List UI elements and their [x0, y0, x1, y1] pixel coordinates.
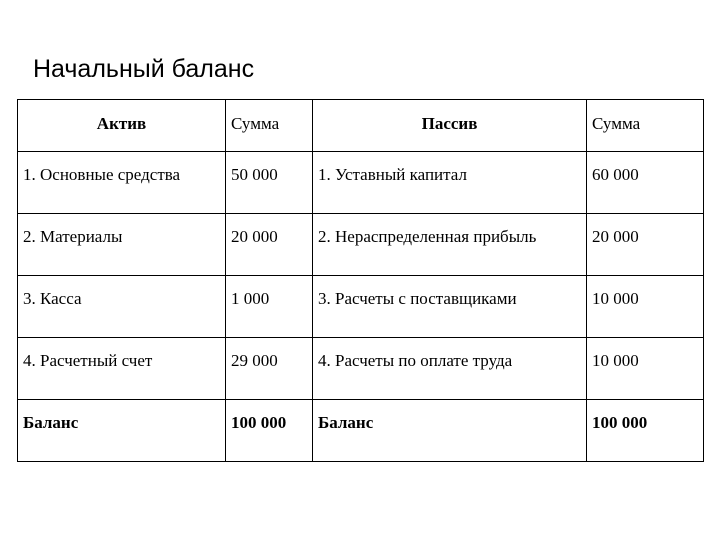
asset-sum-cell: 20 000 — [226, 214, 313, 276]
liability-cell: 1. Уставный капитал — [313, 152, 587, 214]
asset-cell: 1. Основные средства — [18, 152, 226, 214]
header-liabilities-sum: Сумма — [587, 100, 704, 152]
table-row — [18, 338, 704, 400]
table-row — [18, 214, 704, 276]
table-total-row — [18, 400, 704, 462]
table-row — [18, 152, 704, 214]
asset-sum-cell: 29 000 — [226, 338, 313, 400]
liability-sum-cell: 10 000 — [587, 338, 704, 400]
header-liabilities: Пассив — [313, 100, 587, 152]
total-liability-sum: 100 000 — [587, 400, 704, 462]
table-row — [18, 276, 704, 338]
page-title: Начальный баланс — [33, 55, 255, 83]
liability-sum-cell: 10 000 — [587, 276, 704, 338]
liability-cell: 2. Нераспределенная прибыль — [313, 214, 587, 276]
asset-sum-cell: 1 000 — [226, 276, 313, 338]
liability-cell: 3. Расчеты с поставщиками — [313, 276, 587, 338]
header-assets-sum: Сумма — [226, 100, 313, 152]
total-asset-label: Баланс — [18, 400, 226, 462]
asset-cell: 3. Касса — [18, 276, 226, 338]
liability-sum-cell: 20 000 — [587, 214, 704, 276]
asset-cell: 4. Расчетный счет — [18, 338, 226, 400]
balance-table — [17, 99, 704, 462]
liability-sum-cell: 60 000 — [587, 152, 704, 214]
table-header-row — [18, 100, 704, 152]
total-liability-label: Баланс — [313, 400, 587, 462]
total-asset-sum: 100 000 — [226, 400, 313, 462]
header-assets: Актив — [18, 100, 226, 152]
liability-cell: 4. Расчеты по оплате труда — [313, 338, 587, 400]
asset-cell: 2. Материалы — [18, 214, 226, 276]
asset-sum-cell: 50 000 — [226, 152, 313, 214]
